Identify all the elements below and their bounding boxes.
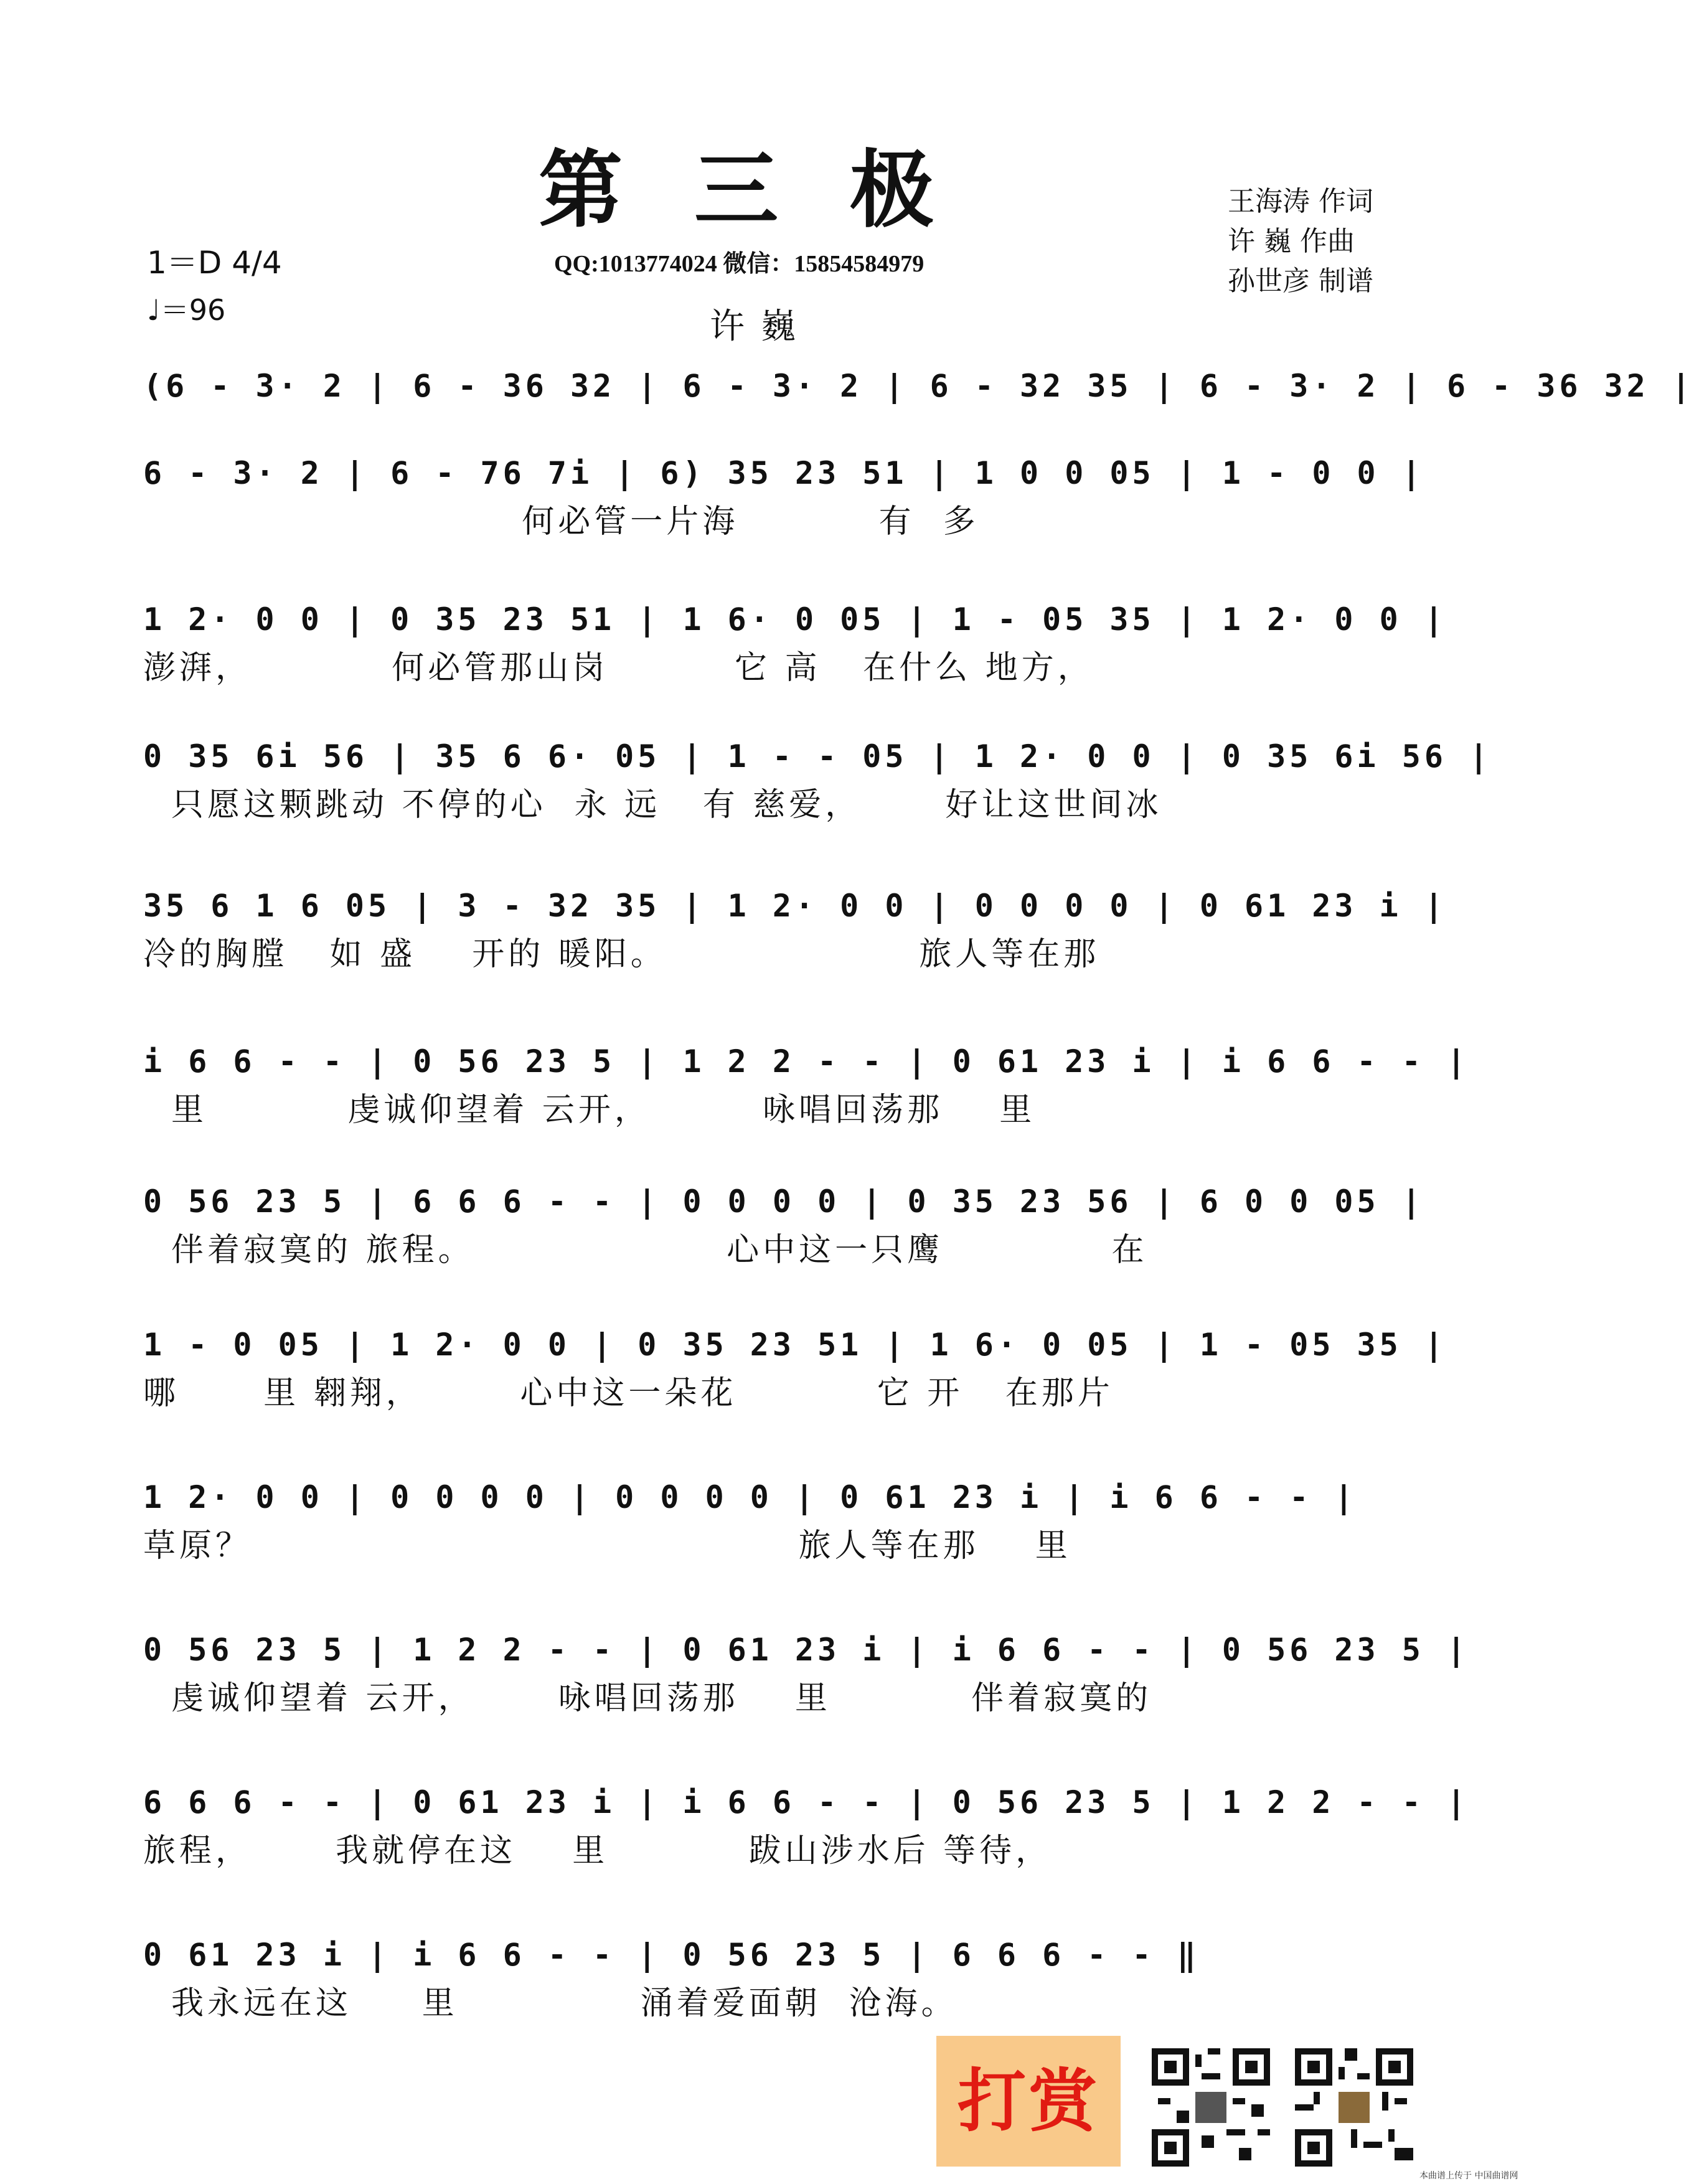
lyrics-row: 里 虔诚仰望着 云开， 咏唱回荡那 里 — [143, 1091, 1036, 1129]
source-note: 本曲谱上传于 中国曲谱网 — [1419, 2171, 1518, 2181]
lyrics-row: 冷的胸膛 如 盛 开的 暖阳。 旅人等在那 — [143, 936, 1100, 973]
composer-credit: 许 巍 作曲 — [1228, 225, 1355, 257]
key-signature: 1＝D 4/4 — [147, 245, 282, 281]
lyrics-row: 何必管一片海 有 多 — [143, 503, 979, 540]
notation-row: 1 2· 0 0 | 0 0 0 0 | 0 0 0 0 | 0 61 23 i | i 6 6 - - | — [143, 1479, 1357, 1515]
song-title: 第三极 — [539, 140, 1005, 239]
lyrics-row: 我永远在这 里 涌着爱面朝 沧海。 — [143, 1985, 958, 2022]
notation-row: 0 35 6i 56 | 35 6 6· 05 | 1 - - 05 | 1 2· 0 0 | 0 35 6i 56 | — [143, 738, 1492, 774]
credits-block — [1228, 182, 1414, 301]
notation-row: i 6 6 - - | 0 56 23 5 | 1 2 2 - - | 0 61 23 i | i 6 6 - - | — [143, 1043, 1470, 1080]
reward-button[interactable]: 打赏 — [936, 2036, 1121, 2167]
qr-code-icon — [1295, 2048, 1413, 2167]
notation-row: 0 56 23 5 | 6 6 6 - - | 0 0 0 0 | 0 35 23 56 | 6 0 0 05 | — [143, 1184, 1424, 1220]
notation-row: 35 6 1 6 05 | 3 - 32 35 | 1 2· 0 0 | 0 0 0 0 | 0 61 23 i | — [143, 888, 1447, 924]
lyrics-row: 伴着寂寞的 旅程。 心中这一只鹰 在 — [143, 1231, 1148, 1269]
lyrics-row: 草原？ 旅人等在那 里 — [143, 1527, 1071, 1565]
qr-code-icon — [1152, 2048, 1270, 2167]
lyrics-row: 虔诚仰望着 云开， 咏唱回荡那 里 伴着寂寞的 — [143, 1680, 1152, 1717]
contact-info: QQ:1013774024 微信：15854584979 — [554, 251, 925, 277]
notation-row: 1 2· 0 0 | 0 35 23 51 | 1 6· 0 05 | 1 - 05 35 | 1 2· 0 0 | — [143, 601, 1447, 638]
lyrics-row: 旅程， 我就停在这 里 跋山涉水后 等待， — [143, 1832, 1052, 1870]
notation-row: 0 61 23 i | i 6 6 - - | 0 56 23 5 | 6 6 6 - - ‖ — [143, 1937, 1200, 1973]
notation-row: 0 56 23 5 | 1 2 2 - - | 0 61 23 i | i 6 6 - - | 0 56 23 5 | — [143, 1632, 1470, 1668]
notation-row: 6 6 6 - - | 0 61 23 i | i 6 6 - - | 0 56 23 5 | 1 2 2 - - | — [143, 1784, 1470, 1820]
arranger-credit: 孙世彦 制谱 — [1228, 265, 1373, 297]
lyrics-row: 哪 里 翱翔， 心中这一朵花 它 开 在那片 — [143, 1375, 1114, 1412]
notation-row: (6 - 3· 2 | 6 - 36 32 | 6 - 3· 2 | 6 - 32 35 | 6 - 3· 2 | 6 - 36 32 | — [143, 368, 1694, 404]
lyrics-row: 只愿这颗跳动 不停的心 永 远 有 慈爱， 好让这世间冰 — [143, 786, 1162, 824]
tempo-marking: ♩＝96 — [147, 293, 226, 327]
notation-row: 1 - 0 05 | 1 2· 0 0 | 0 35 23 51 | 1 6· 0 05 | 1 - 05 35 | — [143, 1327, 1447, 1363]
singer-name: 许巍 — [710, 306, 812, 347]
lyricist-credit: 王海涛 作词 — [1228, 186, 1373, 217]
lyrics-row: 澎湃， 何必管那山岗 它 高 在什么 地方， — [143, 649, 1094, 687]
notation-row: 6 - 3· 2 | 6 - 76 7i | 6) 35 23 51 | 1 0 0 05 | 1 - 0 0 | — [143, 455, 1424, 491]
